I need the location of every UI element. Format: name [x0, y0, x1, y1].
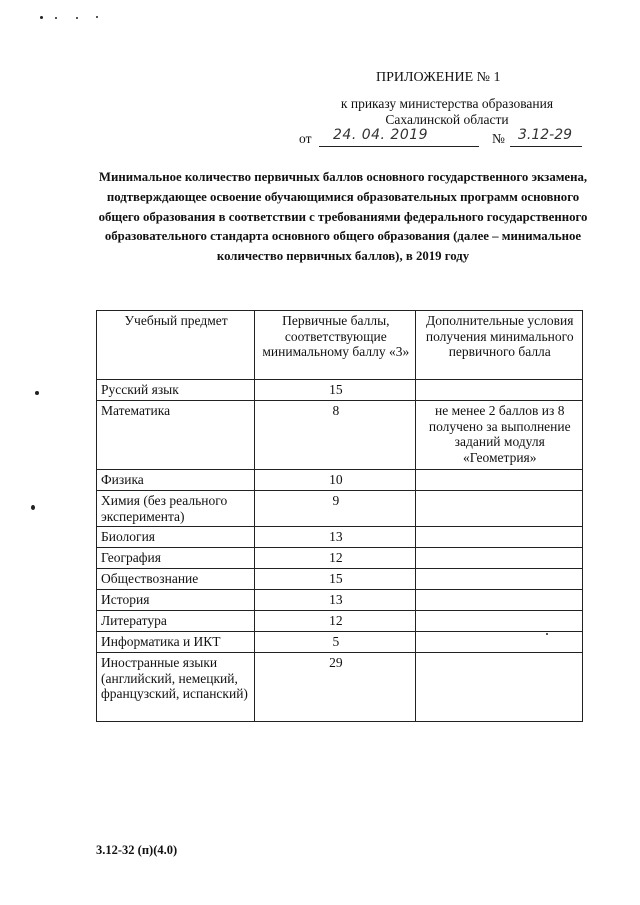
document-title: Минимальное количество первичных баллов основного государственного экзамена, подтверждающее освоение обучающимися образовательных программ основного общего образования в соответствии с требованиями федерального государственного образовательного стандарта основного общего образования (далее – минимальное количество первичных баллов), в 2019 году	[98, 170, 588, 264]
table-row	[97, 611, 583, 632]
date-underline	[319, 146, 479, 147]
handwritten-date: 24. 04. 2019	[333, 127, 429, 143]
order-reference-line1: к приказу министерства образования	[340, 96, 554, 111]
cell-condition	[416, 653, 583, 722]
cell-condition	[416, 611, 583, 632]
number-underline	[510, 146, 582, 147]
cell-condition	[416, 491, 583, 527]
scan-speck	[76, 17, 78, 19]
table-row	[97, 470, 583, 491]
cell-score: 13	[255, 527, 416, 548]
cell-score: 5	[255, 632, 416, 653]
order-reference	[327, 96, 567, 128]
table-row	[97, 590, 583, 611]
cell-condition	[416, 527, 583, 548]
cell-subject: Химия (без реального эксперимента)	[97, 491, 255, 527]
order-date-number-row	[299, 127, 599, 149]
scan-speck	[35, 391, 39, 395]
cell-condition	[416, 569, 583, 590]
scan-speck	[55, 17, 57, 19]
cell-score: 29	[255, 653, 416, 722]
scores-table	[96, 310, 583, 722]
cell-subject: Математика	[97, 401, 255, 470]
number-label: №	[492, 131, 505, 146]
cell-subject: Физика	[97, 470, 255, 491]
cell-condition	[416, 470, 583, 491]
table-row	[97, 380, 583, 401]
date-label: от	[299, 131, 312, 146]
table-header-row	[97, 311, 583, 380]
cell-subject: Обществознание	[97, 569, 255, 590]
cell-score: 9	[255, 491, 416, 527]
cell-score: 10	[255, 470, 416, 491]
cell-condition	[416, 590, 583, 611]
table-row	[97, 491, 583, 527]
cell-condition	[416, 380, 583, 401]
cell-score: 12	[255, 548, 416, 569]
table-row	[97, 653, 583, 722]
cell-subject: География	[97, 548, 255, 569]
scan-speck	[31, 505, 35, 510]
handwritten-number: 3.12-29	[518, 127, 573, 143]
cell-score: 13	[255, 590, 416, 611]
appendix-heading: ПРИЛОЖЕНИЕ № 1	[376, 70, 501, 85]
table-row	[97, 401, 583, 470]
cell-subject: Иностранные языки (английский, немецкий, французский, испанский)	[97, 653, 255, 722]
scan-speck	[96, 16, 98, 18]
table-row	[97, 527, 583, 548]
cell-subject: Биология	[97, 527, 255, 548]
cell-subject: Русский язык	[97, 380, 255, 401]
cell-score: 15	[255, 569, 416, 590]
cell-score: 12	[255, 611, 416, 632]
cell-condition: не менее 2 баллов из 8 получено за выполнение заданий модуля «Геометрия»	[416, 401, 583, 470]
cell-subject: Литература	[97, 611, 255, 632]
scan-speck	[40, 16, 43, 19]
table-row	[97, 548, 583, 569]
cell-subject: История	[97, 590, 255, 611]
table-row	[97, 569, 583, 590]
table-row	[97, 632, 583, 653]
header-primary-score: Первичные баллы, соответствующие минимальному баллу «3»	[255, 311, 416, 380]
header-additional-conditions: Дополнительные условия получения минимального первичного балла	[416, 311, 583, 380]
order-reference-line2: Сахалинской области	[385, 112, 509, 127]
header-subject: Учебный предмет	[97, 311, 255, 380]
cell-subject: Информатика и ИКТ	[97, 632, 255, 653]
cell-score: 15	[255, 380, 416, 401]
cell-condition	[416, 548, 583, 569]
cell-score: 8	[255, 401, 416, 470]
cell-condition	[416, 632, 583, 653]
document-code: 3.12-32 (п)(4.0)	[96, 843, 178, 857]
